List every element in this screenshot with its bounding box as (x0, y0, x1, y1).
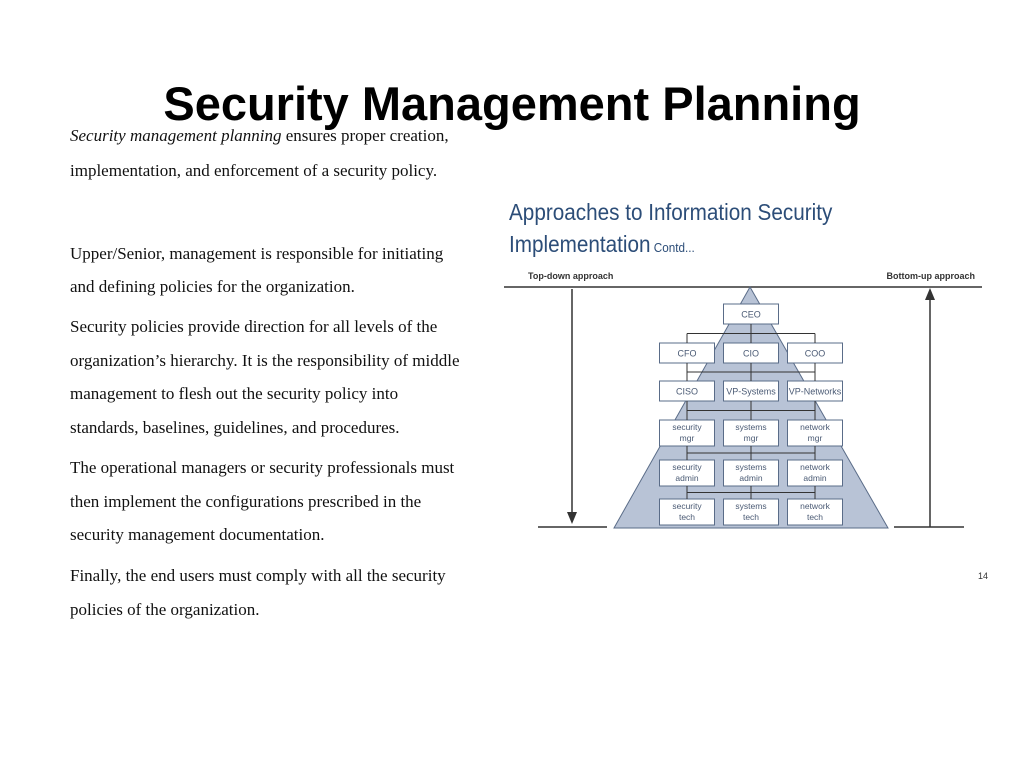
org-box-label-4-2-a: network (800, 462, 830, 472)
top-down-label: Top-down approach (528, 271, 614, 281)
paragraph-5: Finally, the end users must comply with all the security policies of the organization. (70, 565, 446, 619)
paragraph-2: Upper/Senior, management is responsible for initiating and defining policies for the organization. (70, 244, 444, 296)
org-box-label-4-0-a: security (672, 462, 702, 472)
bottom-up-arrowhead (925, 288, 935, 300)
org-box-label-5-0-b: tech (678, 512, 696, 522)
org-box-label-3-1-a: systems (735, 422, 767, 432)
hierarchy-figure (500, 190, 990, 590)
org-box-label-5-0-a: security (672, 501, 702, 511)
org-box-label-3-2-b: mgr (807, 433, 823, 443)
paragraph-1-italic: Security management planning (70, 126, 282, 145)
figure-title-line-2-text: Implementation (509, 231, 651, 257)
figure-title-contd: Contd... (650, 240, 695, 255)
body-text (70, 118, 470, 627)
org-box-label-1-0: CFO (677, 348, 697, 359)
org-box-label-3-2-a: network (800, 422, 830, 432)
org-box-label-4-2-b: admin (803, 473, 827, 483)
org-box-label-4-0-b: admin (675, 473, 699, 483)
org-box-label-2-2: VP-Networks (788, 386, 842, 397)
bottom-up-label: Bottom-up approach (886, 271, 975, 281)
org-box-label-5-2-a: network (800, 501, 830, 511)
org-pyramid-diagram (500, 190, 990, 590)
org-box-label-0-0: CEO (741, 309, 761, 320)
org-box-label-2-1: VP-Systems (726, 386, 776, 397)
slide-title: Security Management Planning (163, 77, 861, 130)
org-box-label-2-0: CISO (675, 386, 699, 397)
org-box-label-3-1-b: mgr (743, 433, 759, 443)
org-box-label-5-1-b: tech (742, 512, 760, 522)
paragraph-4: The operational managers or security professionals must then implement the configurations prescribed in the security management documentation. (70, 458, 455, 544)
org-box-label-1-2: COO (804, 348, 826, 359)
org-box-label-3-0-b: mgr (679, 433, 695, 443)
org-box-label-5-2-b: tech (806, 512, 824, 522)
org-box-label-5-1-a: systems (735, 501, 767, 511)
paragraph-1-text: ensures proper creation, implementation, and enforcement of a security policy. (70, 126, 449, 180)
paragraph-3: Security policies provide direction for all levels of the organization’s hierarchy. It is the responsibility of middle management to flesh out the security policy into standards, baselines, guidelines, and procedures. (70, 317, 460, 437)
org-box-label-3-0-a: security (672, 422, 702, 432)
figure-title-line-1: Approaches to Information Security (509, 199, 833, 225)
org-box-label-4-1-b: admin (739, 473, 763, 483)
top-down-arrowhead (567, 512, 577, 524)
page-number: 14 (977, 571, 988, 581)
org-box-label-4-1-a: systems (735, 462, 767, 472)
org-box-label-1-1: CIO (742, 348, 760, 359)
